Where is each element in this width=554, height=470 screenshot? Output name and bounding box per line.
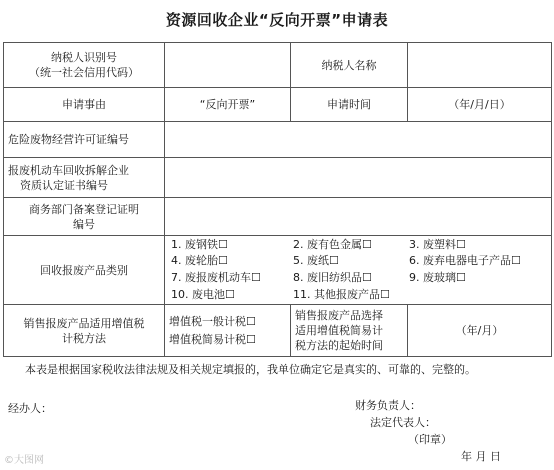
commerce-filing-label-cell bbox=[4, 198, 165, 236]
signature-date: 年 月 日 bbox=[461, 450, 501, 463]
commerce-filing-sublabel: 编号 bbox=[73, 217, 95, 231]
general-tax-method-checkbox[interactable]: 增值税一般计税☐ bbox=[169, 315, 256, 328]
hazardous-waste-license-input[interactable] bbox=[165, 122, 552, 158]
legal-rep-signature-label: 法定代表人： bbox=[370, 416, 436, 429]
option-nonferrous-metal[interactable]: 2. 废有色金属☐ bbox=[293, 238, 372, 251]
taxpayer-id-label: 纳税人识别号 bbox=[51, 51, 117, 64]
declaration-statement: 本表是根据国家税收法律法规及相关规定填报的，我单位确定它是真实的、可靠的、完整的。 bbox=[25, 363, 476, 376]
application-form-table bbox=[3, 42, 552, 357]
taxpayer-name-label: 纳税人名称 bbox=[291, 43, 408, 88]
option-waste-paper[interactable]: 5. 废纸☐ bbox=[293, 254, 339, 267]
simple-tax-start-label-1: 销售报废产品选择 bbox=[295, 309, 383, 322]
finance-head-signature-label: 财务负责人： bbox=[355, 399, 421, 412]
recycled-product-options bbox=[165, 236, 552, 305]
simple-tax-start-label-cell bbox=[291, 305, 408, 357]
option-waste-steel[interactable]: 1. 废钢铁☐ bbox=[171, 238, 228, 251]
option-other-products[interactable]: 11. 其他报废产品☐ bbox=[293, 288, 390, 301]
option-waste-tire[interactable]: 4. 废轮胎☐ bbox=[171, 254, 228, 267]
simple-tax-start-value[interactable]: （年/月） bbox=[408, 305, 552, 357]
vehicle-dismantling-cert-input[interactable] bbox=[165, 158, 552, 198]
option-scrap-vehicle[interactable]: 7. 废报废机动车☐ bbox=[171, 271, 261, 284]
company-seal-label: （印章） bbox=[408, 433, 452, 446]
recycled-product-category-label: 回收报废产品类别 bbox=[4, 236, 165, 305]
commerce-filing-input[interactable] bbox=[165, 198, 552, 236]
option-waste-glass[interactable]: 9. 废玻璃☐ bbox=[409, 271, 466, 284]
simple-tax-start-label-2: 适用增值税简易计 bbox=[295, 324, 383, 337]
tax-method-options bbox=[165, 305, 291, 357]
taxpayer-id-label-cell bbox=[4, 43, 165, 88]
simple-tax-start-label-3: 税方法的起始时间 bbox=[295, 339, 383, 352]
handler-signature-label: 经办人： bbox=[8, 402, 52, 415]
vehicle-dismantling-cert-label-cell bbox=[4, 158, 165, 198]
hazardous-waste-license-label: 危险废物经营许可证编号 bbox=[4, 122, 165, 158]
tax-method-label: 销售报废产品适用增值税 bbox=[23, 316, 145, 330]
tax-method-sublabel: 计税方法 bbox=[62, 331, 106, 345]
vehicle-dismantling-cert-sublabel: 资质认定证书编号 bbox=[20, 178, 108, 192]
option-waste-battery[interactable]: 10. 废电池☐ bbox=[171, 288, 235, 301]
form-title: 资源回收企业“反向开票”申请表 bbox=[165, 11, 389, 29]
taxpayer-id-input-cell[interactable] bbox=[165, 43, 291, 88]
simple-tax-method-checkbox[interactable]: 增值税简易计税☐ bbox=[169, 333, 256, 346]
watermark-logo: ©大图网 bbox=[4, 455, 44, 466]
commerce-filing-label: 商务部门备案登记证明 bbox=[29, 202, 139, 216]
apply-time-label: 申请时间 bbox=[291, 88, 408, 122]
apply-reason-value[interactable]: “反向开票” bbox=[165, 88, 291, 122]
taxpayer-id-sublabel: （统一社会信用代码） bbox=[29, 66, 139, 79]
option-waste-plastic[interactable]: 3. 废塑料☐ bbox=[409, 238, 466, 251]
apply-time-value[interactable]: （年/月/日） bbox=[408, 88, 552, 122]
vehicle-dismantling-cert-label: 报废机动车回收拆解企业 bbox=[8, 163, 129, 177]
option-waste-textile[interactable]: 8. 废旧纺织品☐ bbox=[293, 271, 372, 284]
taxpayer-name-input-cell[interactable] bbox=[408, 43, 552, 88]
tax-method-label-cell bbox=[4, 305, 165, 357]
option-waste-electronics[interactable]: 6. 废弃电器电子产品☐ bbox=[409, 254, 521, 267]
apply-reason-label: 申请事由 bbox=[4, 88, 165, 122]
